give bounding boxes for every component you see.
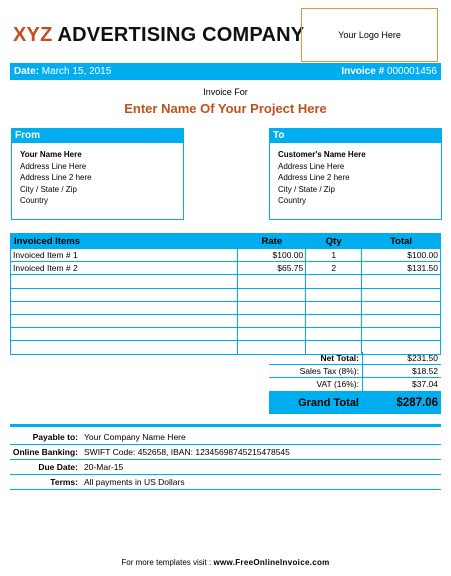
item-name-cell[interactable]: Invoiced Item # 2 bbox=[11, 262, 238, 275]
invoice-for-label: Invoice For bbox=[203, 87, 248, 97]
invoice-number-value: 000001456 bbox=[386, 66, 437, 77]
header-total: Total bbox=[362, 234, 441, 249]
invoice-number-group bbox=[341, 66, 437, 77]
from-name[interactable]: Your Name Here bbox=[20, 150, 82, 159]
footer-prefix: For more templates visit : bbox=[121, 558, 214, 567]
company-name bbox=[13, 24, 304, 47]
table-row bbox=[11, 249, 441, 262]
company-rest: ADVERTISING COMPANY bbox=[57, 24, 305, 46]
from-heading: From bbox=[12, 129, 183, 143]
to-lines bbox=[270, 143, 441, 207]
table-row bbox=[11, 328, 441, 341]
table-row bbox=[11, 301, 441, 314]
from-lines bbox=[12, 143, 183, 207]
to-heading: To bbox=[270, 129, 441, 143]
item-name-cell[interactable] bbox=[11, 301, 238, 314]
item-rate-cell[interactable]: $100.00 bbox=[238, 249, 306, 262]
item-rate-cell[interactable] bbox=[238, 275, 306, 288]
table-row bbox=[11, 314, 441, 327]
table-row bbox=[11, 262, 441, 275]
invoice-number-label: Invoice # bbox=[341, 66, 385, 77]
grand-total-label: Grand Total bbox=[298, 396, 359, 409]
date-value: March 15, 2015 bbox=[41, 66, 112, 77]
logo-text: Your Logo Here bbox=[338, 30, 401, 40]
project-name[interactable]: Enter Name Of Your Project Here bbox=[124, 101, 327, 116]
item-qty-cell[interactable]: 2 bbox=[306, 262, 362, 275]
items-table bbox=[10, 233, 441, 355]
grand-total-row bbox=[269, 392, 441, 414]
to-country[interactable]: Country bbox=[278, 196, 307, 205]
item-total-cell[interactable] bbox=[362, 314, 441, 327]
to-name[interactable]: Customer's Name Here bbox=[278, 150, 366, 159]
from-address-line-2[interactable]: Address Line 2 here bbox=[20, 173, 92, 182]
item-name-cell[interactable] bbox=[11, 314, 238, 327]
header-qty: Qty bbox=[306, 234, 362, 249]
from-country[interactable]: Country bbox=[20, 196, 49, 205]
payable-value[interactable]: Your Company Name Here bbox=[84, 432, 186, 442]
item-total-cell[interactable]: $100.00 bbox=[362, 249, 441, 262]
terms-value[interactable]: All payments in US Dollars bbox=[84, 477, 185, 487]
header-rate: Rate bbox=[238, 234, 306, 249]
date-group bbox=[14, 66, 111, 77]
totals-block bbox=[269, 352, 441, 414]
from-address-line-1[interactable]: Address Line Here bbox=[20, 161, 87, 171]
sales-tax-value: $18.52 bbox=[362, 365, 441, 377]
due-date-row bbox=[10, 460, 441, 475]
to-address-line-1[interactable]: Address Line Here bbox=[278, 161, 345, 171]
due-date-value[interactable]: 20-Mar-15 bbox=[84, 462, 124, 472]
item-rate-cell[interactable]: $65.75 bbox=[238, 262, 306, 275]
item-qty-cell[interactable] bbox=[306, 314, 362, 327]
grand-total-value: $287.06 bbox=[396, 396, 438, 409]
due-date-label: Due Date: bbox=[38, 462, 78, 472]
logo-placeholder bbox=[301, 8, 438, 62]
header-items: Invoiced Items bbox=[11, 234, 238, 249]
vat-label: VAT (16%): bbox=[316, 379, 359, 390]
payable-row bbox=[10, 430, 441, 445]
vat-value: $37.04 bbox=[362, 378, 441, 390]
item-total-cell[interactable]: $131.50 bbox=[362, 262, 441, 275]
sales-tax-row bbox=[269, 365, 441, 378]
item-qty-cell[interactable]: 1 bbox=[306, 249, 362, 262]
net-total-label: Net Total: bbox=[320, 353, 359, 364]
item-name-cell[interactable] bbox=[11, 341, 238, 354]
item-total-cell[interactable] bbox=[362, 301, 441, 314]
item-total-cell[interactable] bbox=[362, 328, 441, 341]
payable-label: Payable to: bbox=[32, 432, 78, 442]
date-invoice-bar bbox=[10, 63, 441, 80]
to-city-state-zip[interactable]: City / State / Zip bbox=[278, 184, 335, 194]
table-row bbox=[11, 288, 441, 301]
item-rate-cell[interactable] bbox=[238, 301, 306, 314]
item-name-cell[interactable]: Invoiced Item # 1 bbox=[11, 249, 238, 262]
item-qty-cell[interactable] bbox=[306, 288, 362, 301]
sales-tax-label: Sales Tax (8%): bbox=[299, 366, 359, 377]
vat-row bbox=[269, 378, 441, 391]
item-name-cell[interactable] bbox=[11, 288, 238, 301]
payment-details bbox=[0, 430, 441, 490]
from-address-box bbox=[11, 128, 184, 220]
item-total-cell[interactable] bbox=[362, 275, 441, 288]
payment-divider bbox=[10, 424, 441, 427]
items-header-row bbox=[11, 234, 441, 249]
footer-site-link[interactable]: www.FreeOnlineInvoice.com bbox=[213, 558, 330, 567]
net-total-value: $231.50 bbox=[362, 352, 441, 364]
footer bbox=[0, 558, 451, 567]
terms-row bbox=[10, 475, 441, 490]
banking-value[interactable]: SWIFT Code: 452658, IBAN: 12345698745215478545 bbox=[84, 447, 290, 457]
date-label: Date: bbox=[14, 66, 40, 77]
company-prefix: XYZ bbox=[13, 24, 53, 46]
from-city-state-zip[interactable]: City / State / Zip bbox=[20, 184, 77, 194]
table-row bbox=[11, 275, 441, 288]
item-rate-cell[interactable] bbox=[238, 314, 306, 327]
banking-label: Online Banking: bbox=[12, 447, 78, 457]
item-rate-cell[interactable] bbox=[238, 328, 306, 341]
terms-label: Terms: bbox=[50, 477, 78, 487]
to-address-line-2[interactable]: Address Line 2 here bbox=[278, 173, 350, 182]
item-qty-cell[interactable] bbox=[306, 275, 362, 288]
banking-row bbox=[10, 445, 441, 460]
item-name-cell[interactable] bbox=[11, 275, 238, 288]
item-qty-cell[interactable] bbox=[306, 301, 362, 314]
item-rate-cell[interactable] bbox=[238, 288, 306, 301]
net-total-row bbox=[269, 352, 441, 365]
item-qty-cell[interactable] bbox=[306, 328, 362, 341]
item-total-cell[interactable] bbox=[362, 288, 441, 301]
item-name-cell[interactable] bbox=[11, 328, 238, 341]
to-address-box bbox=[269, 128, 442, 220]
